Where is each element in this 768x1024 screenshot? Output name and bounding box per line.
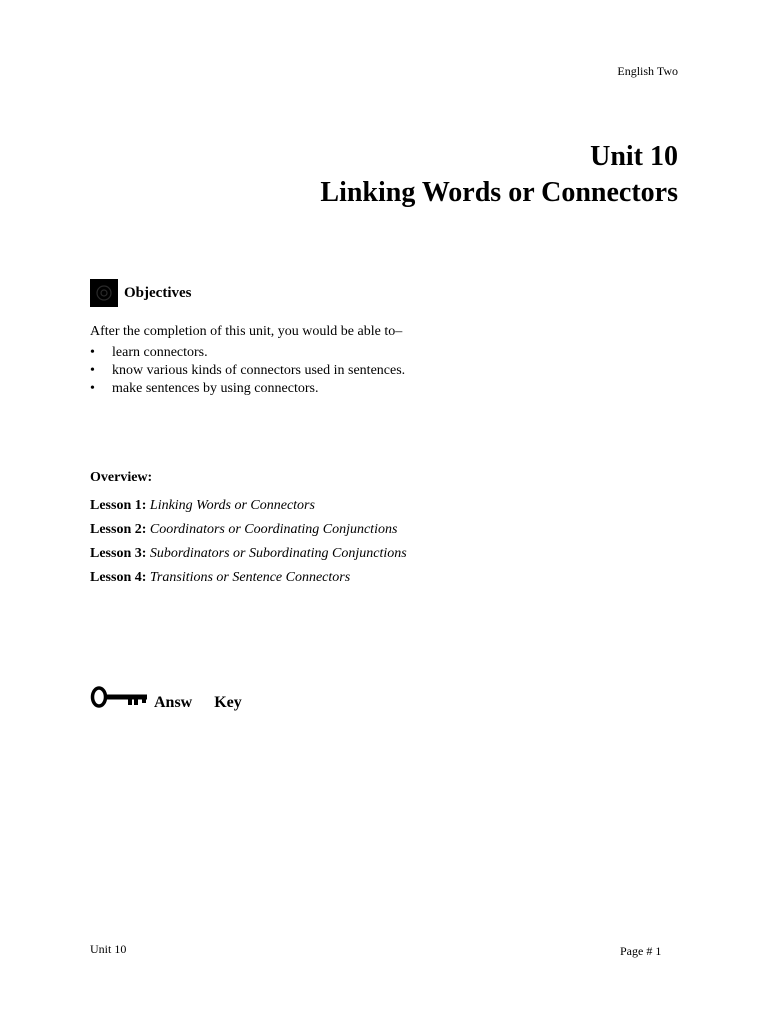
lesson-label: Lesson 2: <box>90 522 147 537</box>
list-item: • make sentences by using connectors. <box>90 380 405 398</box>
footer-page-number: Page # 1 <box>620 944 662 958</box>
list-item: • learn connectors. <box>90 344 405 362</box>
lesson-list <box>90 494 430 590</box>
list-item: • know various kinds of connectors used in sentences. <box>90 362 405 380</box>
header-course-name: English Two <box>617 64 678 78</box>
footer-unit: Unit 10 <box>90 942 127 956</box>
lesson-title: Subordinators or Subordinating Conjunctions <box>149 546 407 561</box>
objectives-heading: Objectives <box>124 284 192 301</box>
lesson-title: Transitions or Sentence Connectors <box>149 570 351 585</box>
title-block <box>320 140 678 212</box>
lesson-label: Lesson 1: <box>90 498 147 513</box>
answer-key-row <box>90 684 242 715</box>
lesson-label: Lesson 3: <box>90 546 147 561</box>
objectives-intro: After the completion of this unit, you would be able to– <box>90 324 403 339</box>
lesson-item-1 <box>90 494 430 518</box>
answer-key-label: Answ Key <box>154 693 242 711</box>
objectives-list <box>90 344 405 398</box>
lesson-title: Linking Words or Connectors <box>149 498 315 513</box>
target-icon <box>90 279 118 307</box>
lesson-label: Lesson 4: <box>90 570 147 585</box>
unit-title: Unit 10 <box>590 141 678 172</box>
lesson-item-2 <box>90 518 430 542</box>
unit-topic: Linking Words or Connectors <box>320 177 678 208</box>
objectives-heading-row <box>90 279 191 307</box>
lesson-items-3-4 <box>90 542 430 590</box>
key-icon <box>90 684 150 715</box>
overview-heading: Overview: <box>90 470 153 485</box>
lesson-title: Coordinators or Coordinating Conjunctions <box>149 522 398 537</box>
